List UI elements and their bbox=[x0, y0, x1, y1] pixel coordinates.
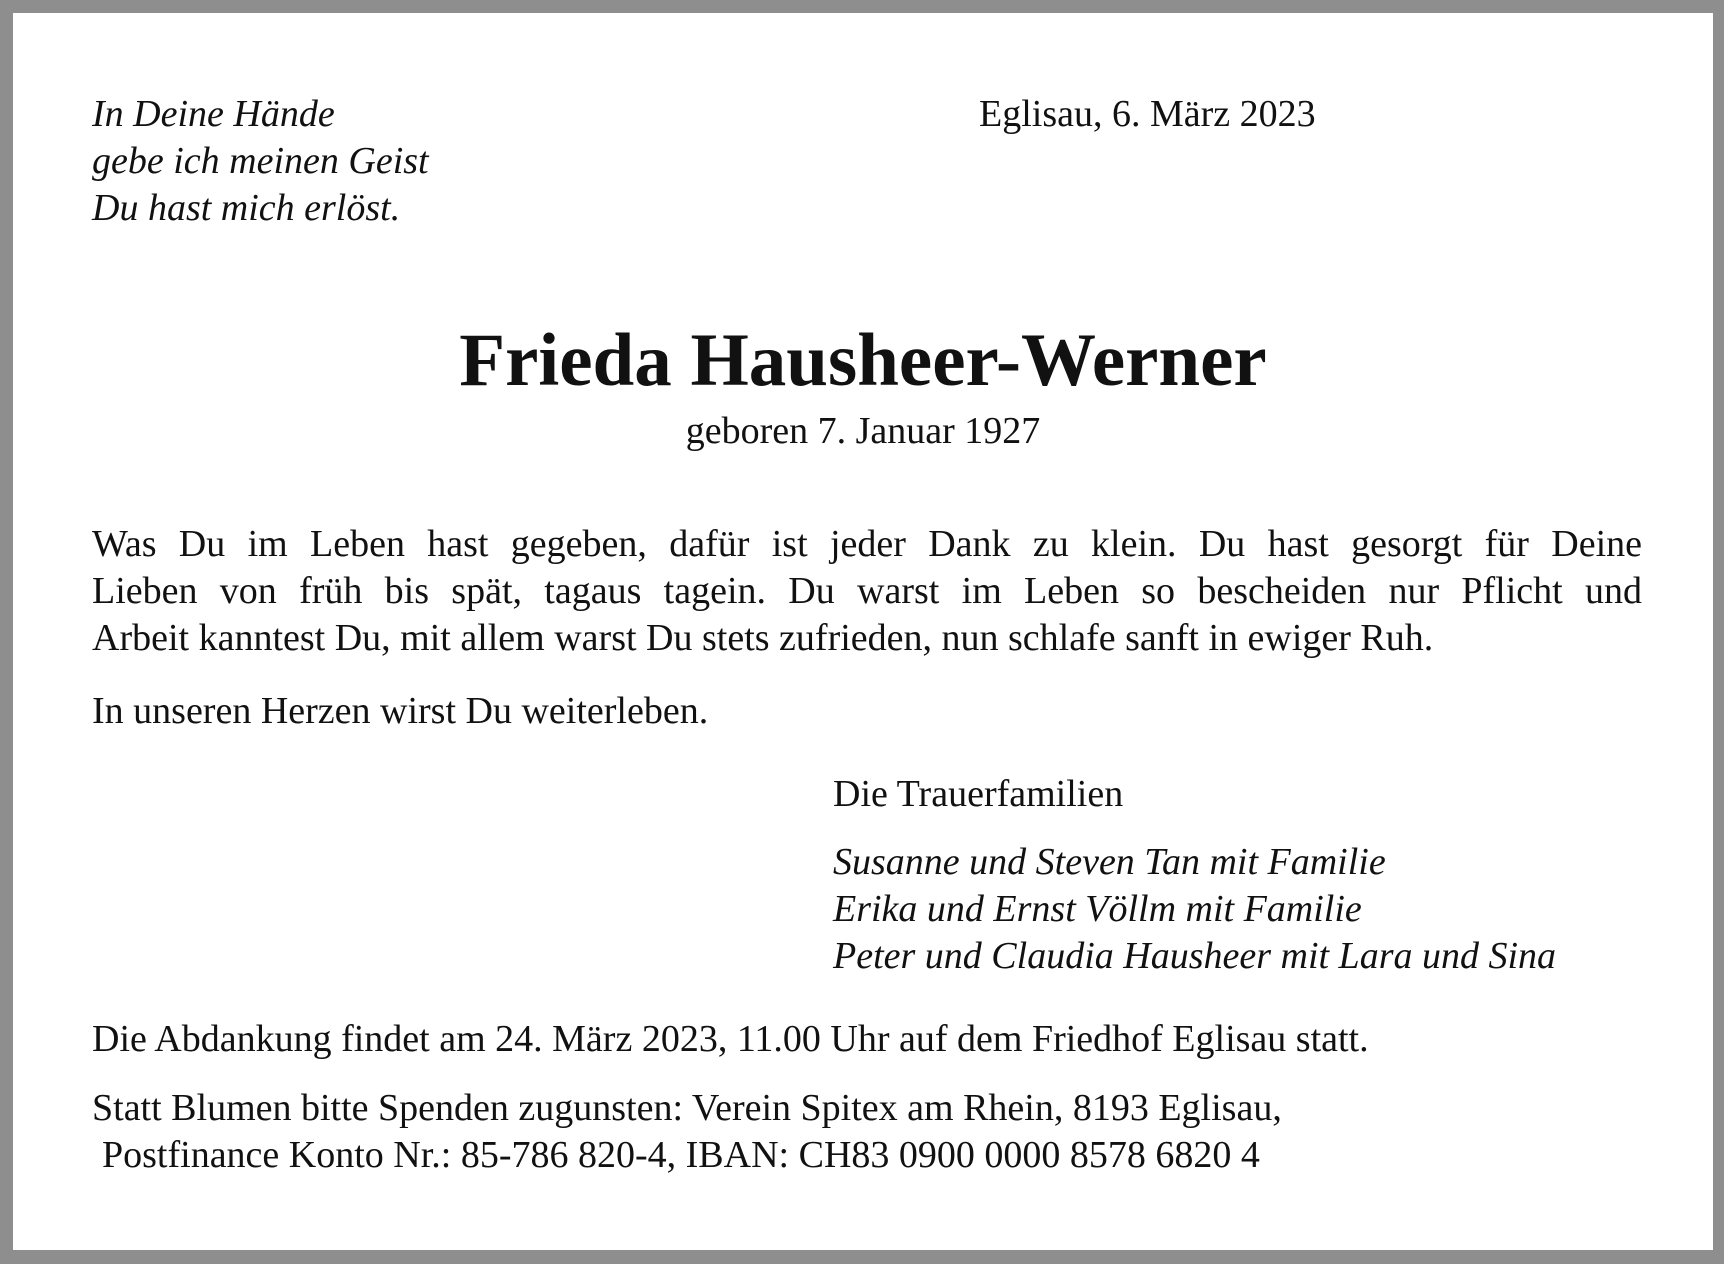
tribute-paragraph bbox=[92, 521, 1642, 662]
place-and-date: Eglisau, 6. März 2023 bbox=[979, 93, 1316, 135]
deceased-name: Frieda Hausheer-Werner bbox=[459, 319, 1267, 402]
donation-info bbox=[92, 1085, 1282, 1179]
motto-verse bbox=[92, 91, 429, 232]
remembrance-line: In unseren Herzen wirst Du weiterleben. bbox=[92, 690, 709, 732]
family-list bbox=[833, 839, 1556, 980]
family-entry: Susanne und Steven Tan mit Familie bbox=[833, 841, 1386, 883]
motto-line: gebe ich meinen Geist bbox=[92, 140, 429, 182]
donation-account-line: Postfinance Konto Nr.: 85-786 820-4, IBAN: CH83 0900 0000 8578 6820 4 bbox=[102, 1134, 1260, 1176]
tribute-line: Arbeit kanntest Du, mit allem warst Du stets zufrieden, nun schlafe sanft in ewiger Ruh. bbox=[92, 617, 1434, 659]
mourners-heading: Die Trauerfamilien bbox=[833, 773, 1124, 815]
tribute-line: Was Du im Leben hast gegeben, dafür ist jeder Dank zu klein. Du hast gesorgt für Deine bbox=[92, 523, 1642, 565]
funeral-service-info: Die Abdankung findet am 24. März 2023, 11.00 Uhr auf dem Friedhof Eglisau statt. bbox=[92, 1018, 1369, 1060]
tribute-line: Lieben von früh bis spät, tagaus tagein. Du warst im Leben so bescheiden nur Pflicht und bbox=[92, 570, 1642, 612]
motto-line: In Deine Hände bbox=[92, 93, 335, 135]
donation-line: Statt Blumen bitte Spenden zugunsten: Verein Spitex am Rhein, 8193 Eglisau, bbox=[92, 1087, 1282, 1129]
family-entry: Erika und Ernst Völlm mit Familie bbox=[833, 888, 1362, 930]
birth-date: geboren 7. Januar 1927 bbox=[685, 410, 1041, 452]
family-entry: Peter und Claudia Hausheer mit Lara und Sina bbox=[833, 935, 1557, 977]
obituary-notice bbox=[13, 13, 1713, 1250]
motto-line: Du hast mich erlöst. bbox=[92, 187, 401, 229]
